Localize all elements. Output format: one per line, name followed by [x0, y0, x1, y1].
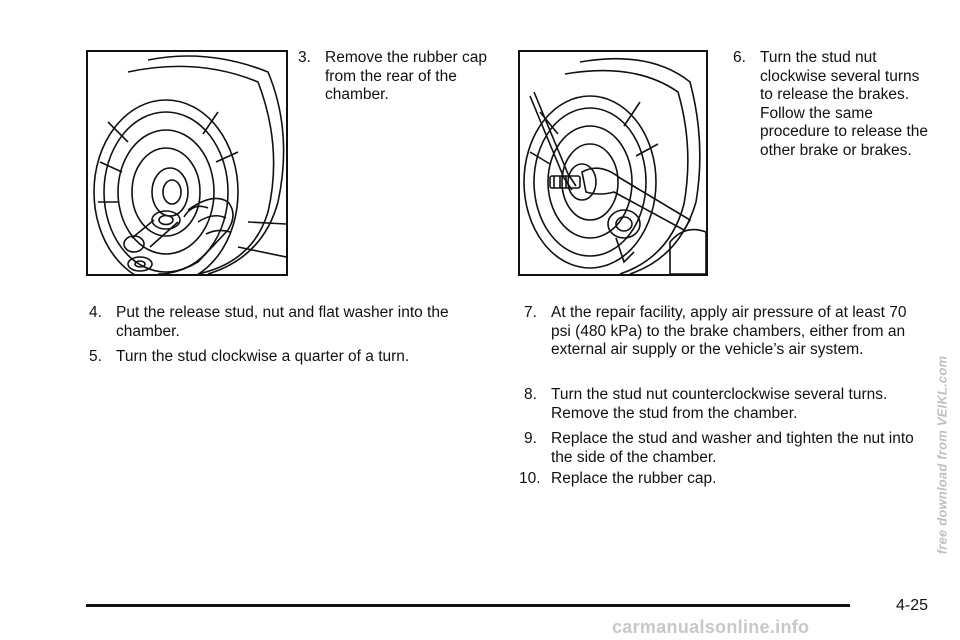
bottom-watermark: carmanualsonline.info [612, 617, 810, 637]
step-text: Turn the stud nut clockwise several turns to release the brakes. Follow the same procedure to release the other brake or brakes. [760, 49, 929, 159]
illustration-turn-stud-nut [518, 50, 708, 276]
step-7 [524, 304, 924, 360]
step-9 [524, 430, 924, 467]
step-number: 7. [524, 304, 537, 321]
step-4 [89, 304, 479, 341]
step-text: Replace the rubber cap. [551, 470, 717, 487]
step-text: Turn the stud clockwise a quarter of a turn. [116, 348, 410, 365]
step-number: 5. [89, 348, 102, 365]
page-number: 4-25 [896, 597, 929, 614]
step-6 [733, 49, 933, 160]
step-text: Turn the stud nut counterclockwise several turns. Remove the stud from the chamber. [551, 386, 888, 422]
step-number: 8. [524, 386, 537, 403]
side-watermark-text: free download from VEIKL.com [934, 355, 950, 555]
step-text: Remove the rubber cap from the rear of the chamber. [325, 49, 487, 103]
step-text: Put the release stud, nut and flat washer into the chamber. [116, 304, 449, 340]
footer-rule [86, 604, 850, 607]
brake-chamber-drawing [88, 52, 286, 274]
step-number: 4. [89, 304, 102, 321]
illustration-remove-cap [86, 50, 288, 276]
step-text: At the repair facility, apply air pressure of at least 70 psi (480 kPa) to the brake chambers, either from an external air supply or the vehicle’s air system. [551, 304, 907, 358]
stud-nut-wrench-drawing [520, 52, 706, 274]
step-number: 9. [524, 430, 537, 447]
step-5 [89, 348, 479, 367]
step-number: 3. [298, 49, 311, 66]
step-8 [524, 386, 924, 423]
step-10 [519, 470, 919, 489]
step-3 [298, 49, 488, 105]
side-watermark [922, 340, 960, 570]
step-text: Replace the stud and washer and tighten the nut into the side of the chamber. [551, 430, 914, 466]
step-number: 6. [733, 49, 746, 66]
step-number: 10. [519, 470, 541, 487]
